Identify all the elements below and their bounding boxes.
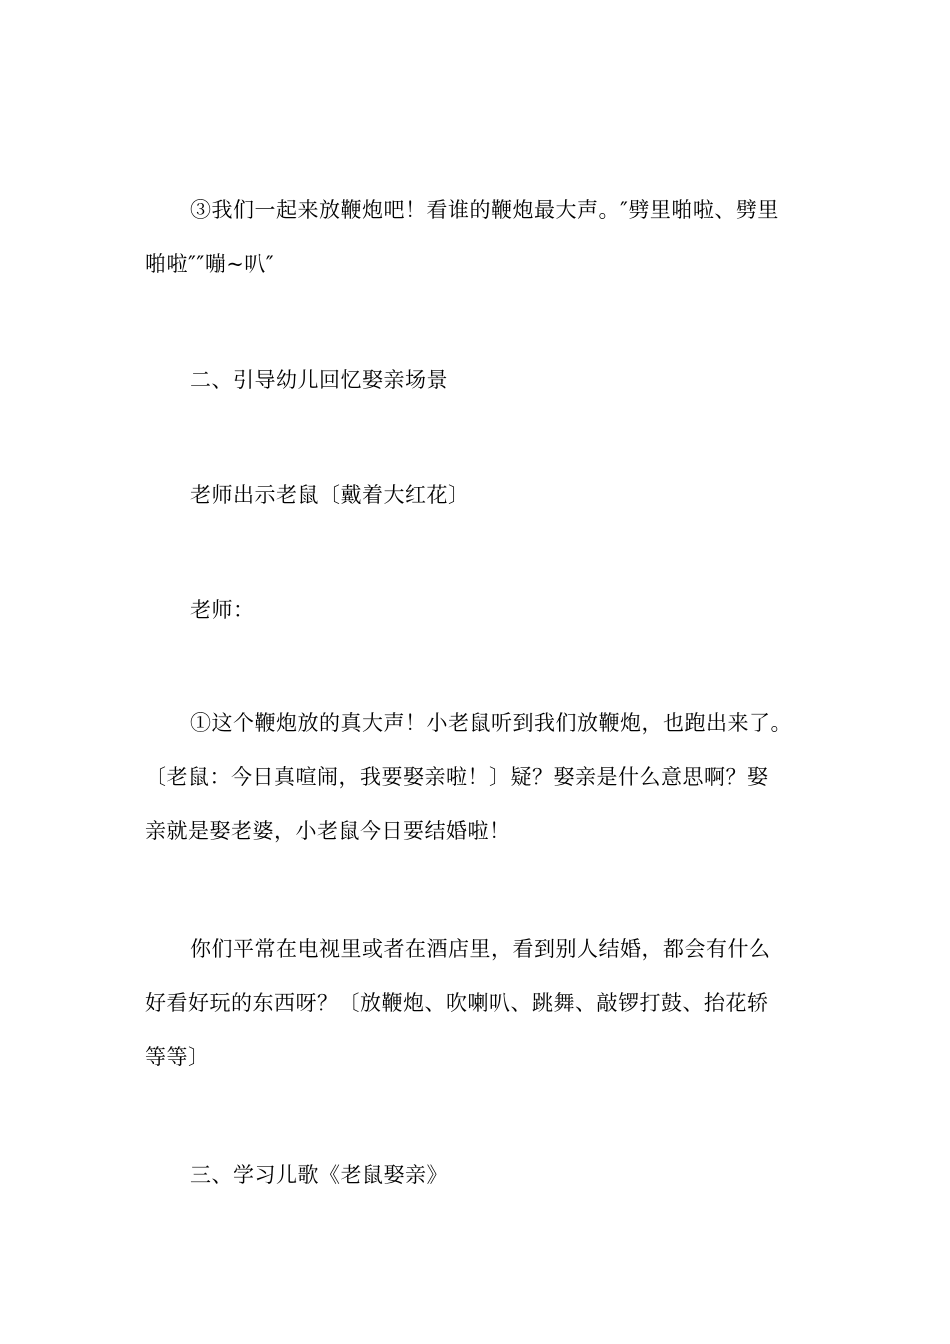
paragraph-wedding-activities xyxy=(145,922,825,1084)
paragraph-line: 你们平常在电视里或者在酒店里，看到别人结婚，都会有什么 xyxy=(190,937,771,961)
paragraph-line: 等等〕 xyxy=(145,1045,210,1069)
section-heading-2 xyxy=(145,353,825,407)
paragraph-line: 啪啦″″嘣~叭″ xyxy=(145,252,275,276)
section-heading-3 xyxy=(145,1148,825,1202)
paragraph-line: 〔老鼠：今日真喧闹，我要娶亲啦！〕疑？娶亲是什么意思啊？娶 xyxy=(145,765,769,789)
paragraph-firecrackers xyxy=(145,183,825,291)
paragraph-line: ③我们一起来放鞭炮吧！看谁的鞭炮最大声。″劈里啪啦、劈里 xyxy=(190,198,779,222)
paragraph-line: 老师出示老鼠〔戴着大红花〕 xyxy=(190,483,470,507)
heading-text: 三、学习儿歌《老鼠娶亲》 xyxy=(190,1163,448,1187)
paragraph-line: 好看好玩的东西呀？〔放鞭炮、吹喇叭、跳舞、敲锣打鼓、抬花轿 xyxy=(145,991,769,1015)
paragraph-line: 老师： xyxy=(190,598,255,622)
heading-text: 二、引导幼儿回忆娶亲场景 xyxy=(190,368,448,392)
paragraph-teacher-label xyxy=(145,583,825,637)
paragraph-mouse-wedding xyxy=(145,696,825,858)
paragraph-line: 亲就是娶老婆，小老鼠今日要结婚啦！ xyxy=(145,819,511,843)
paragraph-line: ①这个鞭炮放的真大声！小老鼠听到我们放鞭炮，也跑出来了。 xyxy=(190,711,792,735)
paragraph-teacher-shows-mouse xyxy=(145,468,825,522)
